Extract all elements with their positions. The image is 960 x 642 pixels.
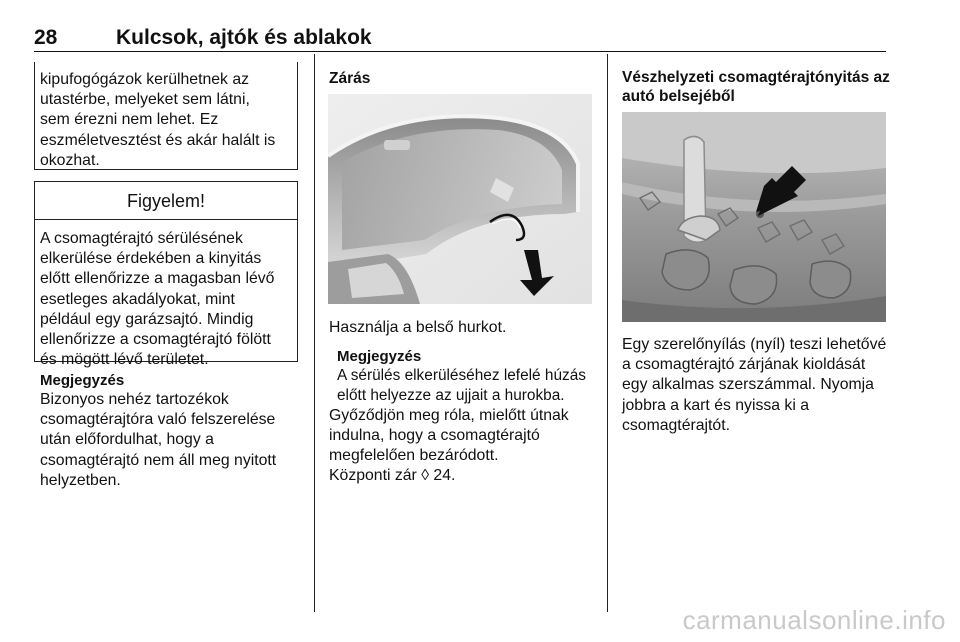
box-line: kipufogógázok kerülhetnek az [40,71,250,88]
column-divider [607,54,608,612]
watermark: carmanualsonline.info [682,605,946,635]
box-line: eszméletvesztést és akár halált is [40,131,276,149]
closing-note [337,347,601,406]
paragraph-line: megfelelően bezáródott. [329,447,499,465]
warning-line: és mögött lévő területet. [40,351,209,369]
note-heading: Megjegyzés [337,348,422,365]
section-heading-emergency [622,68,892,106]
page-header [34,24,886,52]
warning-line: elkerülése érdekében a kinyitás [40,250,262,268]
warning-title: Figyelem! [35,182,297,220]
warning-box [34,181,298,369]
note-line: helyzetben. [40,471,121,489]
paragraph-line: indulna, hogy a csomagtérajtó [329,427,540,445]
heading-line: autó belsejéből [622,88,735,105]
note-body [337,366,601,406]
warning-body [35,220,297,370]
warning-line: előtt ellenőrizze a magasban lévő [40,270,275,288]
tailgate-closing-illustration [328,94,592,304]
closing-instruction: Használja a belső hurkot. [329,319,507,336]
paragraph-line: a csomagtérajtó zárjának kioldását [622,356,866,374]
section-heading-closing: Zárás [329,70,371,87]
note-block [40,371,302,491]
closing-paragraph [329,406,601,467]
heading-line: Vészhelyzeti csomagtérajtónyitás az [622,69,890,86]
box-line: utastérbe, melyeket sem látni, [40,91,250,109]
note-line: Bizonyos nehéz tartozékok [40,391,229,408]
reference-text: Központi zár [329,467,417,484]
box-line: okozhat. [40,151,100,169]
emergency-release-illustration [622,112,886,322]
paragraph-line: csomagtérajtót. [622,416,730,434]
warning-line: például egy garázsajtó. Mindig [40,310,254,328]
note-line: A sérülés elkerüléséhez lefelé húzás [337,367,586,384]
paragraph-line: Győződjön meg róla, mielőtt útnak [329,407,569,424]
danger-box-continued [34,62,298,170]
warning-line: A csomagtérajtó sérülésének [40,230,243,247]
note-line: csomagtérajtóra való felszerelése [40,411,276,429]
paragraph-line: jobbra a kart és nyissa ki a [622,396,810,414]
reference-page: 24. [433,467,456,484]
page-number: 28 [34,26,58,49]
paragraph-line: Egy szerelőnyílás (nyíl) teszi lehetővé [622,336,887,353]
page-title: Kulcsok, ajtók és ablakok [116,26,372,49]
note-line: után előfordulhat, hogy a [40,431,214,449]
note-body [40,390,302,491]
warning-line: esetleges akadályokat, mint [40,290,235,308]
note-heading: Megjegyzés [40,372,125,389]
box-line: sem érezni nem lehet. Ez [40,111,219,129]
column-divider [314,54,315,612]
page-reference-icon: ◊ [421,467,430,484]
emergency-description [622,335,894,436]
paragraph-line: egy alkalmas szerszámmal. Nyomja [622,376,874,394]
note-line: előtt helyezze az ujjait a hurokba. [337,387,565,405]
cross-reference[interactable] [329,466,601,486]
warning-line: ellenőrizze a csomagtérajtó fölött [40,331,271,349]
note-line: csomagtérajtó nem áll meg nyitott [40,451,277,469]
